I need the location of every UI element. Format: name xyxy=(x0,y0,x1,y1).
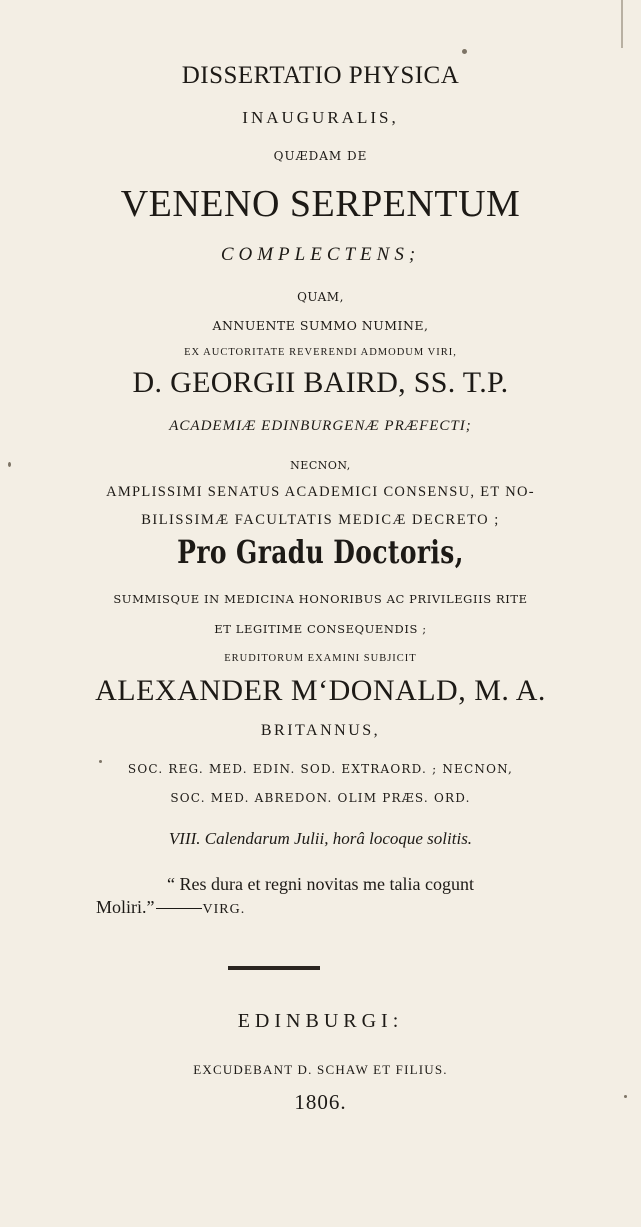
epigraph-line-1: “ Res dura et regni novitas me talia cogunt xyxy=(167,874,474,894)
imprint-city: EDINBURGI: xyxy=(237,1010,404,1032)
epigraph-dash xyxy=(156,908,202,909)
text-amplissimi: AMPLISSIMI SENATUS ACADEMICI CONSENSU, ET NO- xyxy=(106,484,535,500)
text-eruditorum: ERUDITORUM EXAMINI SUBJICIT xyxy=(224,653,417,664)
paper-fleck xyxy=(462,49,467,54)
text-summisque: SUMMISQUE IN MEDICINA HONORIBUS AC PRIVILEGIIS RITE xyxy=(113,592,528,606)
text-annuente: ANNUENTE SUMMO NUMINE, xyxy=(212,318,429,333)
text-soc-med-abredon: SOC. MED. ABREDON. OLIM PRÆS. ORD. xyxy=(170,791,471,805)
text-auctoritate: EX AUCTORITATE REVERENDI ADMODUM VIRI, xyxy=(184,347,457,358)
epigraph-line-2 xyxy=(96,897,496,918)
text-legitime: ET LEGITIME CONSEQUENDIS ; xyxy=(214,622,427,636)
paper-fleck xyxy=(99,760,102,763)
text-calendarum: VIII. Calendarum Julii, horâ locoque solitis. xyxy=(168,829,473,848)
page-edge-mark xyxy=(621,0,623,48)
paper-fleck xyxy=(624,1095,627,1098)
epigraph-moliri: Moliri.” xyxy=(96,897,155,917)
text-bilissimae: BILISSIMÆ FACULTATIS MEDICÆ DECRETO ; xyxy=(141,512,500,528)
text-academiae: ACADEMIÆ EDINBURGENÆ PRÆFECTI; xyxy=(169,418,472,434)
text-quam: QUAM, xyxy=(297,290,344,304)
text-britannus: BRITANNUS, xyxy=(260,722,381,739)
printer-rule xyxy=(228,966,320,970)
title-inauguralis: INAUGURALIS, xyxy=(242,108,399,127)
text-soc-reg-med: SOC. REG. MED. EDIN. SOD. EXTRAORD. ; NECNON, xyxy=(127,762,514,776)
text-georgii-baird: D. GEORGII BAIRD, SS. T.P. xyxy=(132,366,509,399)
author-name: ALEXANDER M‘DONALD, M. A. xyxy=(95,674,546,707)
title-complectens: COMPLECTENS; xyxy=(220,244,421,265)
text-pro-gradu-doctoris: Pro Gradu Doctoris, xyxy=(177,533,464,571)
imprint-year: 1806. xyxy=(294,1090,347,1114)
title-dissertatio: DISSERTATIO PHYSICA xyxy=(181,62,460,89)
text-necnon: NECNON, xyxy=(290,459,351,472)
title-quaedam: QUÆDAM DE xyxy=(273,149,368,163)
epigraph-virg: VIRG. xyxy=(202,902,246,917)
paper-fleck xyxy=(8,462,11,467)
title-veneno-serpentum: VENENO SERPENTUM xyxy=(120,183,521,225)
imprint-printer: EXCUDEBANT D. SCHAW ET FILIUS. xyxy=(193,1062,448,1077)
